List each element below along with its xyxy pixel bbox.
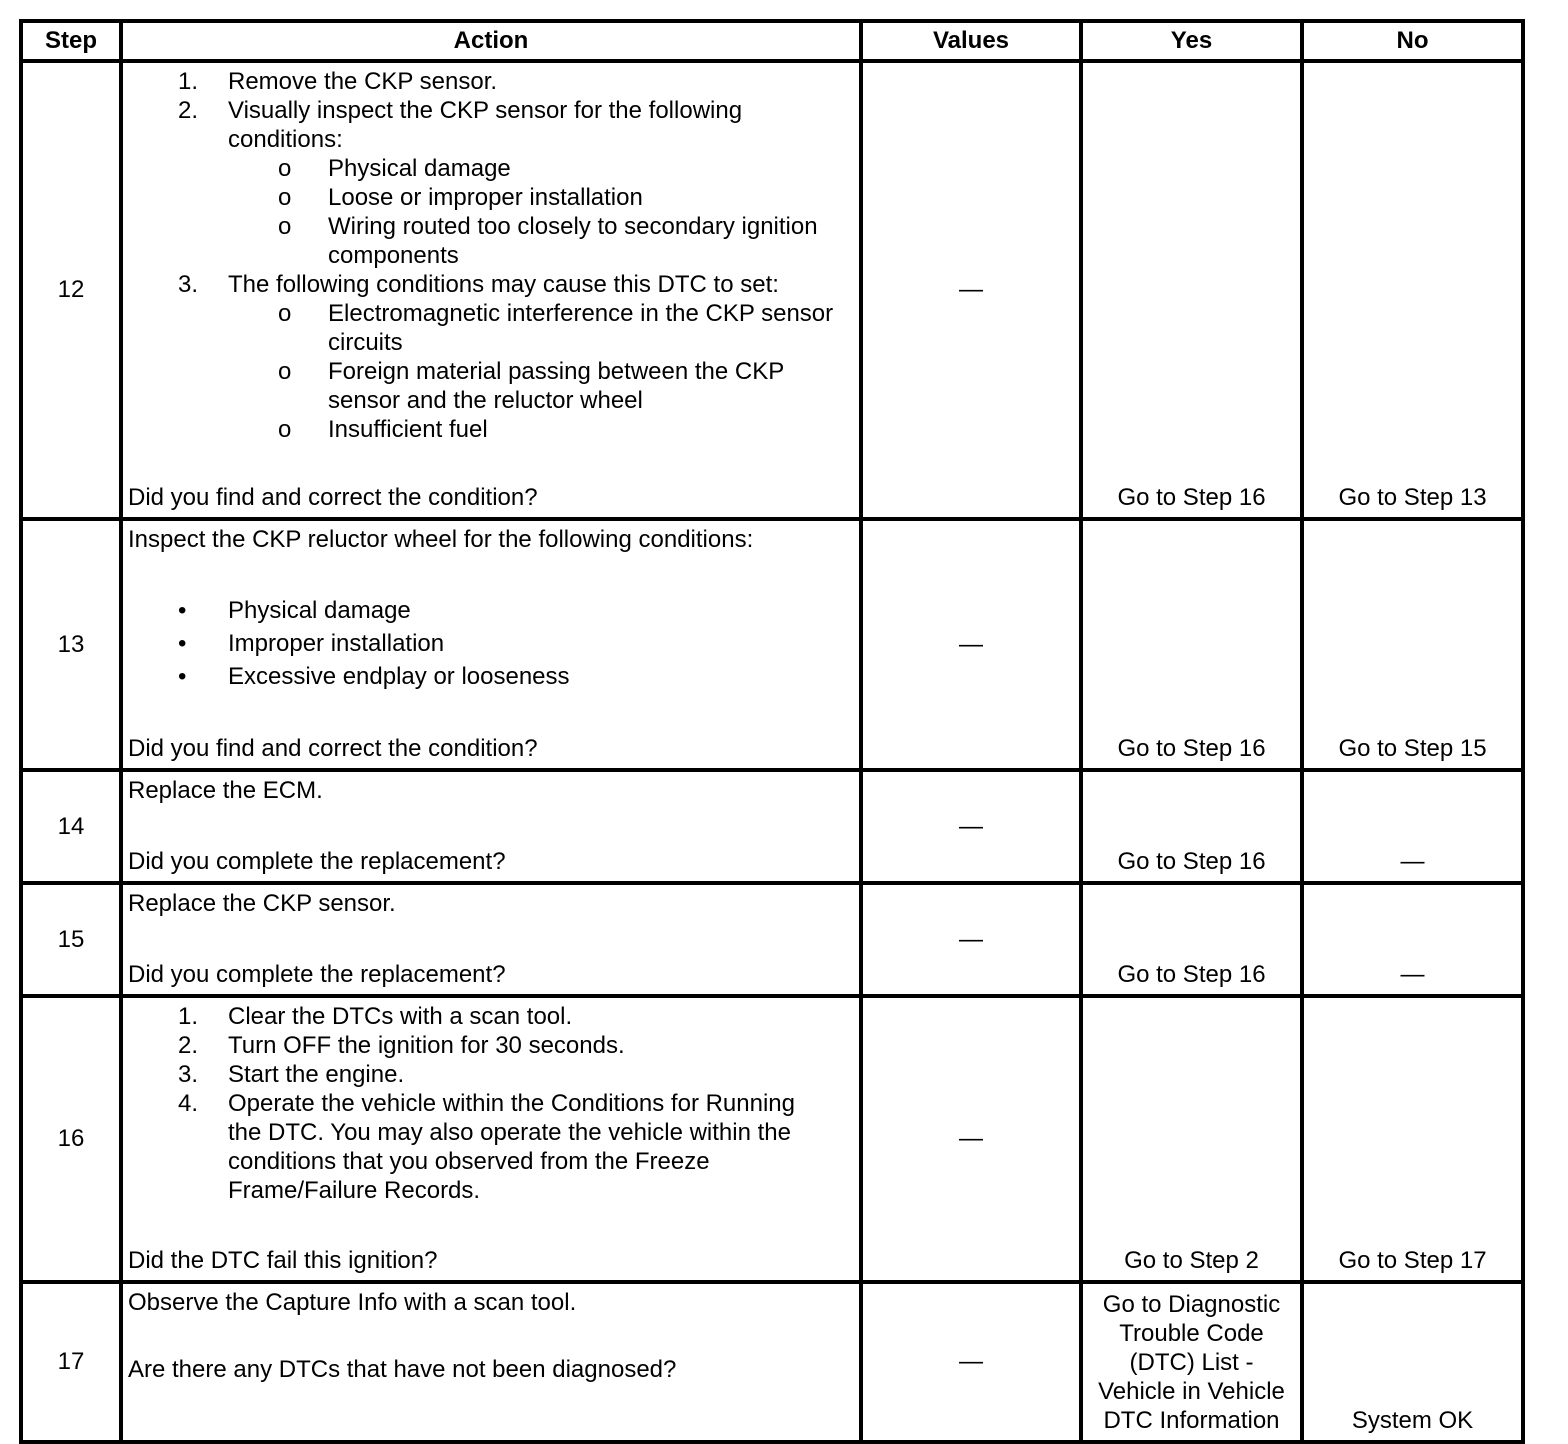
bullet-marker: • [178,597,187,624]
no-cell: Go to Step 15 [1302,519,1523,770]
list-number: 3. [178,271,199,298]
yes-cell: Go to Step 16 [1081,770,1302,883]
header-action: Action [121,21,861,61]
list-item [128,270,855,299]
sub-list-marker: o [278,213,292,240]
list-number: 2. [178,97,199,124]
bullet-item [128,627,855,660]
bullet-text: Improper installation [228,630,445,657]
diagnostic-table [19,19,1525,1444]
step-number: 14 [21,770,121,883]
sub-list-text: Loose or improper installation [328,184,643,211]
bullet-text: Excessive endplay or looseness [228,663,570,690]
action-cell [121,996,861,1282]
list-item [128,67,855,96]
step-number: 16 [21,996,121,1282]
table-row-step-13 [21,519,1523,770]
list-number: 1. [178,68,199,95]
header-yes: Yes [1081,21,1302,61]
table-row-step-15 [21,883,1523,996]
table-row-step-12 [21,61,1523,519]
yes-cell: Go to Step 2 [1081,996,1302,1282]
no-cell: — [1302,770,1523,883]
intro-text: Replace the CKP sensor. [128,890,396,917]
question-text: Did you find and correct the condition? [128,484,538,511]
sub-list-text: Physical damage [328,155,511,182]
bullet-item [128,660,855,693]
action-cell [121,883,861,996]
yes-cell: Go to Diagnostic Trouble Code (DTC) List - Vehicle in Vehicle DTC Information [1081,1282,1302,1442]
yes-cell: Go to Step 16 [1081,883,1302,996]
step-number: 12 [21,61,121,519]
list-number: 1. [178,1003,199,1030]
header-no: No [1302,21,1523,61]
list-item [128,1089,855,1205]
list-item [128,96,855,154]
no-cell: System OK [1302,1282,1523,1442]
yes-cell: Go to Step 16 [1081,61,1302,519]
table-row-step-17 [21,1282,1523,1442]
values-cell: — [861,519,1081,770]
no-cell: — [1302,883,1523,996]
action-cell [121,1282,861,1442]
action-cell [121,61,861,519]
question-text: Are there any DTCs that have not been diagnosed? [128,1356,677,1383]
sub-list-item [128,212,855,270]
sub-list-text: Electromagnetic interference in the CKP sensor circuits [328,300,834,356]
sub-list-item [128,299,855,357]
list-item [128,1060,855,1089]
list-item [128,1031,855,1060]
sub-list-marker: o [278,155,292,182]
list-text: Turn OFF the ignition for 30 seconds. [228,1032,625,1059]
intro-text: Observe the Capture Info with a scan tool. [128,1289,577,1316]
sub-list-item [128,154,855,183]
list-text: Remove the CKP sensor. [228,68,498,95]
values-cell: — [861,1282,1081,1442]
sub-list-item [128,183,855,212]
yes-cell: Go to Step 16 [1081,519,1302,770]
bullet-text: Physical damage [228,597,411,624]
list-text: Clear the DTCs with a scan tool. [228,1003,573,1030]
no-cell: Go to Step 17 [1302,996,1523,1282]
sub-list-text: Foreign material passing between the CKP sensor and the reluctor wheel [328,358,784,414]
sub-list-item [128,357,855,415]
header-values: Values [861,21,1081,61]
values-cell: — [861,61,1081,519]
sub-list-marker: o [278,358,292,385]
list-number: 3. [178,1061,199,1088]
question-text: Did you complete the replacement? [128,848,506,875]
sub-list-marker: o [278,184,292,211]
list-text: Operate the vehicle within the Conditions for Running the DTC. You may also operate the vehicle within the conditions that you observed from the Freeze Frame/Failure Records. [228,1090,795,1204]
action-cell [121,770,861,883]
list-number: 4. [178,1090,199,1117]
step-number: 17 [21,1282,121,1442]
sub-list-item [128,415,855,444]
values-cell: — [861,996,1081,1282]
list-text: The following conditions may cause this DTC to set: [228,271,779,298]
list-text: Start the engine. [228,1061,405,1088]
question-text: Did the DTC fail this ignition? [128,1247,438,1274]
sub-list-marker: o [278,416,292,443]
bullet-item [128,594,855,627]
intro-text: Replace the ECM. [128,777,323,804]
table-row-step-16 [21,996,1523,1282]
no-cell: Go to Step 13 [1302,61,1523,519]
step-number: 13 [21,519,121,770]
bullet-marker: • [178,630,187,657]
sub-list-marker: o [278,300,292,327]
question-text: Did you find and correct the condition? [128,735,538,762]
step-number: 15 [21,883,121,996]
sub-list-text: Wiring routed too closely to secondary ignition components [328,213,818,269]
list-text: Visually inspect the CKP sensor for the following conditions: [228,97,743,153]
sub-list-text: Insufficient fuel [328,416,488,443]
intro-text: Inspect the CKP reluctor wheel for the following conditions: [128,526,754,553]
table-row-step-14 [21,770,1523,883]
header-row [21,21,1523,61]
bullet-marker: • [178,663,187,690]
question-text: Did you complete the replacement? [128,961,506,988]
header-step: Step [21,21,121,61]
values-cell: — [861,770,1081,883]
values-cell: — [861,883,1081,996]
list-item [128,1002,855,1031]
action-cell [121,519,861,770]
list-number: 2. [178,1032,199,1059]
